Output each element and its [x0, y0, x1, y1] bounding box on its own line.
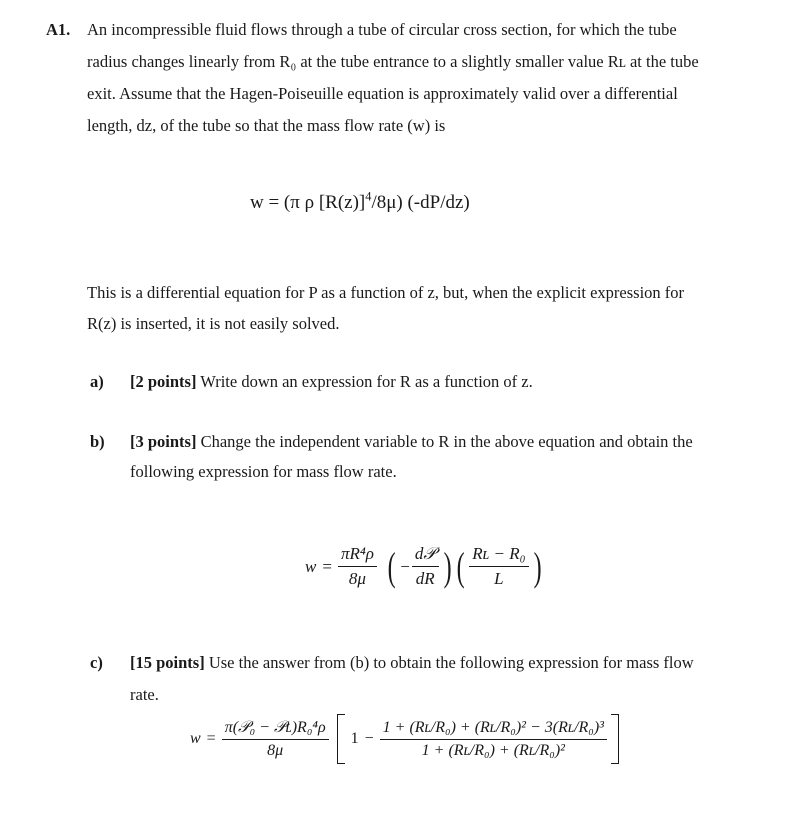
part-c-frac-1: [222, 719, 329, 760]
part-b-frac-2: [412, 544, 439, 589]
part-b-frac-3: [469, 544, 528, 589]
part-b-text-line-1: [130, 432, 693, 452]
part-b-paren-close-1: ): [443, 544, 452, 589]
part-c-eq-w: w: [190, 730, 201, 747]
part-c-points: [15 points]: [130, 653, 205, 672]
part-c-one: 1: [350, 730, 359, 747]
part-c-equation: [190, 714, 619, 764]
main-equation-rhs: /8μ) (-dP/dz): [371, 192, 470, 213]
part-b-frac-3-num: Rʟ − R₀: [469, 544, 528, 567]
part-c-label: c): [90, 653, 103, 672]
part-c-minus: −: [364, 730, 374, 747]
part-b-label: b): [90, 432, 105, 451]
intro-line-3: exit. Assume that the Hagen-Poiseuille equation is approximately valid over a differential: [87, 84, 678, 103]
part-b-frac-1-den: 8μ: [348, 569, 366, 588]
part-c-body: Use the answer from (b) to obtain the following expression for mass flow: [204, 653, 694, 672]
part-b-paren-open-1: (: [387, 544, 396, 589]
after-line-2: R(z) is inserted, it is not easily solved.: [87, 314, 340, 333]
main-equation: [250, 189, 470, 214]
part-c-bracket-close: [611, 714, 619, 764]
part-b-points: [3 points]: [130, 432, 197, 451]
after-line-1: This is a differential equation for P as a function of z, but, when the explicit expression for: [87, 283, 685, 302]
main-equation-exponent: 4: [365, 189, 372, 204]
part-a-text: [130, 372, 533, 392]
part-b-equation: [305, 543, 544, 590]
part-c-frac-1-num: π(𝒫₀ − 𝒫ʟ)R₀⁴ρ: [222, 719, 329, 740]
part-c-frac-2-den: 1 + (Rʟ/R₀) + (Rʟ/R₀)²: [421, 741, 565, 759]
part-c-frac-2-num: 1 + (Rʟ/R₀) + (Rʟ/R₀)² − 3(Rʟ/R₀)³: [380, 719, 607, 740]
part-b-frac-1-num: πR⁴ρ: [338, 544, 377, 567]
part-b-frac-3-den: L: [494, 569, 504, 588]
part-c-frac-1-den: 8μ: [267, 741, 284, 759]
part-b-frac-2-num: d𝒫: [412, 544, 439, 567]
intro-line-4: length, dz, of the tube so that the mass flow rate (w) is: [87, 116, 446, 135]
part-c-eq-equals: =: [206, 730, 216, 747]
part-b-eq-equals: =: [322, 556, 332, 576]
intro-line-2: radius changes linearly from R₀ at the tube entrance to a slightly smaller value Rʟ at the tube: [87, 52, 699, 71]
part-b-eq-w: w: [305, 556, 317, 576]
part-b-paren-open-2: (: [456, 544, 465, 589]
part-a-body: Write down an expression for R as a function of z.: [196, 372, 533, 391]
part-c-text-line-2: rate.: [130, 685, 159, 704]
part-b-body: Change the independent variable to R in the above equation and obtain the: [196, 432, 693, 451]
intro-line-1: An incompressible fluid flows through a tube of circular cross section, for which the tube: [87, 20, 677, 39]
part-c-text-line-1: [130, 653, 694, 673]
part-a-points: [2 points]: [130, 372, 197, 391]
part-b-neg: −: [400, 556, 410, 576]
part-b-frac-2-den: dR: [415, 569, 435, 588]
part-c-frac-2: [380, 719, 607, 760]
problem-label: A1.: [46, 20, 71, 39]
part-c-bracket-open: [337, 714, 345, 764]
part-b-frac-1: [338, 544, 377, 589]
part-b-paren-close-2: ): [533, 544, 542, 589]
main-equation-lhs: w = (π ρ [R(z)]: [250, 192, 366, 213]
part-a-label: a): [90, 372, 104, 391]
part-b-text-line-2: following expression for mass flow rate.: [130, 462, 397, 481]
